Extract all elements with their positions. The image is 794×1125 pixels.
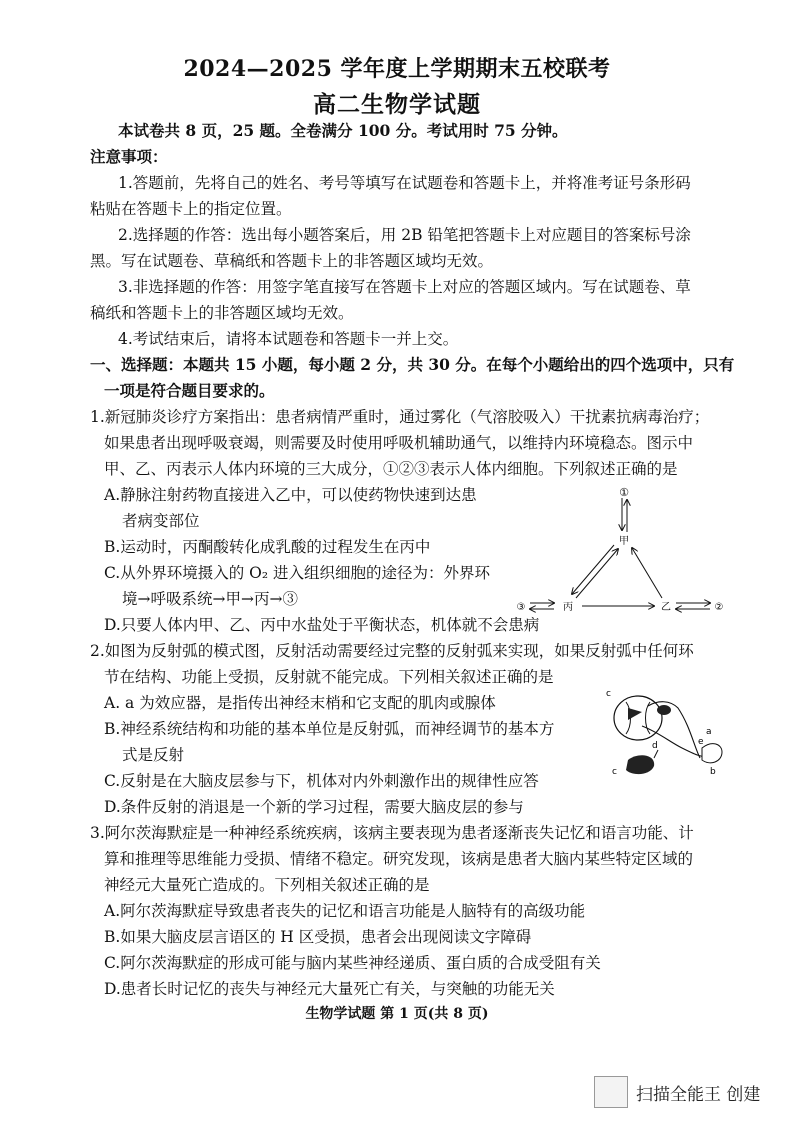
exam-intro: 本试卷共 8 页，25 题。全卷满分 100 分。考试用时 75 分钟。 [118, 121, 568, 140]
q2-option-c: C.反射是在大脑皮层参与下，机体对内外刺激作出的规律性应答 [104, 772, 539, 790]
reflex-arc-svg [598, 686, 732, 784]
arrow-yi-to-jia [632, 548, 662, 598]
scanner-watermark [594, 1074, 784, 1110]
page-footer: 生物学试题 第 1 页(共 8 页) [305, 1006, 489, 1022]
reflex-arc-diagram [598, 686, 732, 784]
label-e: e [698, 737, 704, 747]
q1-option-c: C.从外界环境摄入的 O₂ 进入组织细胞的途径为：外界环 [104, 564, 491, 582]
dorsal-root-ganglion [657, 705, 671, 715]
q3-option-a: A.阿尔茨海默症导致患者丧失的记忆和语言功能是人脑特有的高级功能 [104, 902, 586, 920]
effector-muscle [626, 755, 654, 774]
notice-item-4: 4.考试结束后，请将本试题卷和答题卡一并上交。 [118, 330, 459, 348]
q2-option-d: D.条件反射的消退是一个新的学习过程，需要大脑皮层的参与 [104, 798, 524, 816]
q3-stem-line-3: 神经元大量死亡造成的。下列相关叙述正确的是 [104, 876, 430, 894]
receptor-shape [702, 744, 722, 763]
scanner-watermark-text: 扫描全能王 创建 [636, 1085, 761, 1105]
label-bing: 丙 [563, 602, 573, 613]
label-c-top: c [606, 689, 611, 699]
section-heading: 一、选择题：本题共 15 小题，每小题 2 分，共 30 分。在每个小题给出的四个选项中，只有 [90, 355, 735, 374]
q3-stem-line-1: 3.阿尔茨海默症是一种神经系统疾病，该病主要表现为患者逐渐丧失记忆和语言功能、计 [90, 824, 694, 842]
q1-option-a: A.静脉注射药物直接进入乙中，可以使药物快速到达患 [104, 486, 477, 504]
arrow-bing-to-jia [576, 549, 618, 598]
notice-item-2-line-2: 黑。写在试题卷、草稿纸和答题卡上的非答题区域均无效。 [90, 252, 494, 270]
notice-item-3-line-1: 3.非选择题的作答：用签字笔直接写在答题卡上对应的答题区域内。写在试题卷、草 [118, 278, 691, 296]
q1-option-d: D.只要人体内甲、乙、丙中水盐处于平衡状态，机体就不会患病 [104, 616, 540, 634]
scanner-logo-icon [594, 1076, 628, 1108]
q3-stem-line-2: 算和推理等思维能力受损、情绪不稳定。研究发现，该病是患者大脑内某些特定区域的 [104, 850, 694, 868]
q3-option-d: D.患者长时记忆的丧失与神经元大量死亡有关，与突触的功能无关 [104, 980, 555, 998]
q2-stem-line-2: 节在结构、功能上受损，反射就不能完成。下列相关叙述正确的是 [104, 668, 554, 686]
notice-item-3-line-2: 稿纸和答题卡上的非答题区域均无效。 [90, 304, 354, 322]
q2-option-a: A. a 为效应器，是指传出神经末梢和它支配的肌肉或腺体 [104, 694, 496, 712]
label-c1: ① [619, 486, 629, 499]
label-a: a [706, 727, 712, 737]
notice-item-2-line-1: 2.选择题的作答：选出每小题答案后，用 2B 铅笔把答题卡上对应题目的答案标号涂 [118, 226, 691, 244]
label-b: b [710, 767, 716, 777]
section-heading-cont: 一项是符合题目要求的。 [104, 381, 275, 400]
body-fluid-diagram-svg [512, 482, 732, 620]
q3-option-b: B.如果大脑皮层言语区的 H 区受损，患者会出现阅读文字障碍 [104, 928, 532, 946]
notice-heading: 注意事项： [90, 147, 168, 166]
q1-stem-line-3: 甲、乙、丙表示人体内环境的三大成分，①②③表示人体内细胞。下列叙述正确的是 [104, 460, 678, 478]
notice-item-1-line-2: 粘贴在答题卡上的指定位置。 [90, 200, 292, 218]
q2-stem-line-1: 2.如图为反射弧的模式图，反射活动需要经过完整的反射弧来实现，如果反射弧中任何环 [90, 642, 694, 660]
notice-item-1-line-1: 1.答题前，先将自己的姓名、考号等填写在试题卷和答题卡上，并将准考证号条形码 [118, 174, 691, 192]
exam-title: 2024—2025 学年度上学期期末五校联考 [183, 56, 611, 82]
exam-subtitle: 高二生物学试题 [313, 91, 481, 118]
label-c-left: c [612, 767, 617, 777]
label-c3: ③ [516, 602, 526, 613]
q2-option-b-cont: 式是反射 [122, 746, 185, 764]
q1-stem-line-1: 1.新冠肺炎诊疗方案指出：患者病情严重时，通过雾化（气溶胶吸入）干扰素抗病毒治疗； [90, 408, 710, 426]
label-jia: 甲 [619, 536, 629, 547]
label-c2: ② [714, 602, 724, 613]
q2-option-b: B.神经系统结构和功能的基本单位是反射弧，而神经调节的基本方 [104, 720, 555, 738]
q1-option-a-cont: 者病变部位 [122, 512, 200, 530]
label-d: d [652, 741, 658, 751]
body-fluid-diagram [512, 482, 732, 620]
arrow-jia-to-bing [572, 545, 614, 594]
q1-option-b: B.运动时，丙酮酸转化成乳酸的过程发生在丙中 [104, 538, 431, 556]
d-pointer [654, 750, 658, 758]
q1-option-c-cont: 境→呼吸系统→甲→丙→③ [122, 590, 298, 608]
q3-option-c: C.阿尔茨海默症的形成可能与脑内某些神经递质、蛋白质的合成受阻有关 [104, 954, 601, 972]
q1-stem-line-2: 如果患者出现呼吸衰竭，则需要及时使用呼吸机辅助通气，以维持内环境稳态。图示中 [104, 434, 694, 452]
label-yi: 乙 [661, 602, 671, 613]
